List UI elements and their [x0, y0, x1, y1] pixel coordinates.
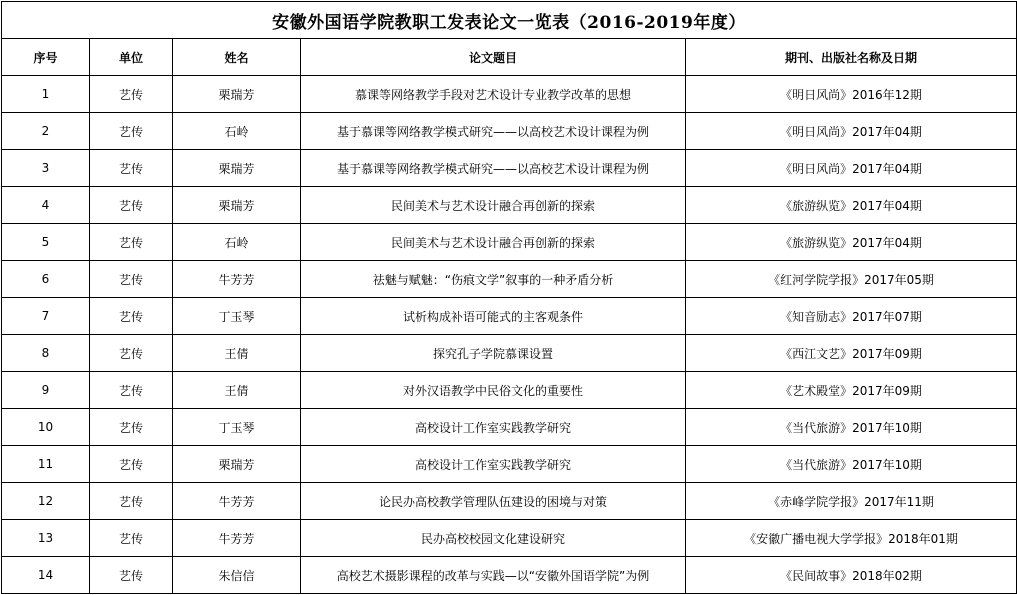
cell-unit: 艺传	[90, 224, 173, 261]
paper-list-table	[1, 1, 1017, 594]
cell-name: 栗瑞芳	[173, 446, 301, 483]
cell-name: 牛芳芳	[173, 261, 301, 298]
cell-paper-title: 民办高校校园文化建设研究	[301, 520, 686, 557]
cell-paper-title: 祛魅与赋魅：“伤痕文学”叙事的一种矛盾分析	[301, 261, 686, 298]
header-paper-title: 论文题目	[301, 39, 686, 76]
cell-journal: 《知音励志》2017年07期	[686, 298, 1017, 335]
cell-journal: 《艺术殿堂》2017年09期	[686, 372, 1017, 409]
table-row	[2, 187, 1017, 224]
cell-journal: 《旅游纵览》2017年04期	[686, 187, 1017, 224]
cell-unit: 艺传	[90, 76, 173, 113]
cell-unit: 艺传	[90, 113, 173, 150]
cell-journal: 《旅游纵览》2017年04期	[686, 224, 1017, 261]
cell-index: 3	[2, 150, 90, 187]
cell-index: 12	[2, 483, 90, 520]
table-row	[2, 298, 1017, 335]
cell-unit: 艺传	[90, 446, 173, 483]
cell-journal: 《红河学院学报》2017年05期	[686, 261, 1017, 298]
cell-name: 朱信信	[173, 557, 301, 594]
cell-name: 丁玉琴	[173, 298, 301, 335]
cell-name: 丁玉琴	[173, 409, 301, 446]
header-index: 序号	[2, 39, 90, 76]
cell-index: 7	[2, 298, 90, 335]
cell-index: 9	[2, 372, 90, 409]
cell-paper-title: 探究孔子学院慕课设置	[301, 335, 686, 372]
header-unit: 单位	[90, 39, 173, 76]
cell-paper-title: 基于慕课等网络教学模式研究——以高校艺术设计课程为例	[301, 150, 686, 187]
cell-index: 13	[2, 520, 90, 557]
cell-paper-title: 高校设计工作室实践教学研究	[301, 446, 686, 483]
cell-unit: 艺传	[90, 298, 173, 335]
cell-name: 石岭	[173, 224, 301, 261]
table-row	[2, 409, 1017, 446]
cell-journal: 《西江文艺》2017年09期	[686, 335, 1017, 372]
cell-journal: 《明日风尚》2017年04期	[686, 113, 1017, 150]
cell-journal: 《赤峰学院学报》2017年11期	[686, 483, 1017, 520]
cell-name: 栗瑞芳	[173, 187, 301, 224]
cell-paper-title: 民间美术与艺术设计融合再创新的探索	[301, 187, 686, 224]
cell-index: 5	[2, 224, 90, 261]
title-row	[2, 2, 1017, 39]
table-row	[2, 557, 1017, 594]
table-title: 安徽外国语学院教职工发表论文一览表（2016-2019年度）	[2, 2, 1017, 39]
cell-name: 王倩	[173, 372, 301, 409]
table-row	[2, 483, 1017, 520]
cell-paper-title: 慕课等网络教学手段对艺术设计专业教学改革的思想	[301, 76, 686, 113]
cell-name: 牛芳芳	[173, 520, 301, 557]
cell-name: 王倩	[173, 335, 301, 372]
table-row	[2, 335, 1017, 372]
cell-name: 栗瑞芳	[173, 76, 301, 113]
cell-paper-title: 对外汉语教学中民俗文化的重要性	[301, 372, 686, 409]
cell-journal: 《明日风尚》2016年12期	[686, 76, 1017, 113]
cell-journal: 《明日风尚》2017年04期	[686, 150, 1017, 187]
table-row	[2, 520, 1017, 557]
cell-index: 6	[2, 261, 90, 298]
cell-index: 1	[2, 76, 90, 113]
table-row	[2, 224, 1017, 261]
cell-unit: 艺传	[90, 187, 173, 224]
cell-paper-title: 论民办高校教学管理队伍建设的困境与对策	[301, 483, 686, 520]
cell-index: 11	[2, 446, 90, 483]
cell-unit: 艺传	[90, 520, 173, 557]
header-name: 姓名	[173, 39, 301, 76]
cell-name: 石岭	[173, 113, 301, 150]
cell-unit: 艺传	[90, 372, 173, 409]
cell-unit: 艺传	[90, 261, 173, 298]
cell-name: 栗瑞芳	[173, 150, 301, 187]
cell-journal: 《当代旅游》2017年10期	[686, 409, 1017, 446]
table-row	[2, 113, 1017, 150]
cell-index: 4	[2, 187, 90, 224]
header-row	[2, 39, 1017, 76]
cell-index: 2	[2, 113, 90, 150]
cell-paper-title: 试析构成补语可能式的主客观条件	[301, 298, 686, 335]
cell-journal: 《当代旅游》2017年10期	[686, 446, 1017, 483]
cell-journal: 《安徽广播电视大学学报》2018年01期	[686, 520, 1017, 557]
cell-paper-title: 高校设计工作室实践教学研究	[301, 409, 686, 446]
cell-unit: 艺传	[90, 335, 173, 372]
cell-unit: 艺传	[90, 557, 173, 594]
cell-name: 牛芳芳	[173, 483, 301, 520]
cell-paper-title: 民间美术与艺术设计融合再创新的探索	[301, 224, 686, 261]
header-journal: 期刊、出版社名称及日期	[686, 39, 1017, 76]
table-row	[2, 261, 1017, 298]
table-row	[2, 76, 1017, 113]
cell-index: 8	[2, 335, 90, 372]
table-row	[2, 372, 1017, 409]
cell-unit: 艺传	[90, 483, 173, 520]
cell-paper-title: 基于慕课等网络教学模式研究——以高校艺术设计课程为例	[301, 113, 686, 150]
cell-index: 10	[2, 409, 90, 446]
cell-index: 14	[2, 557, 90, 594]
cell-unit: 艺传	[90, 409, 173, 446]
table-row	[2, 446, 1017, 483]
cell-journal: 《民间故事》2018年02期	[686, 557, 1017, 594]
cell-unit: 艺传	[90, 150, 173, 187]
cell-paper-title: 高校艺术摄影课程的改革与实践—以“安徽外国语学院”为例	[301, 557, 686, 594]
table-row	[2, 150, 1017, 187]
